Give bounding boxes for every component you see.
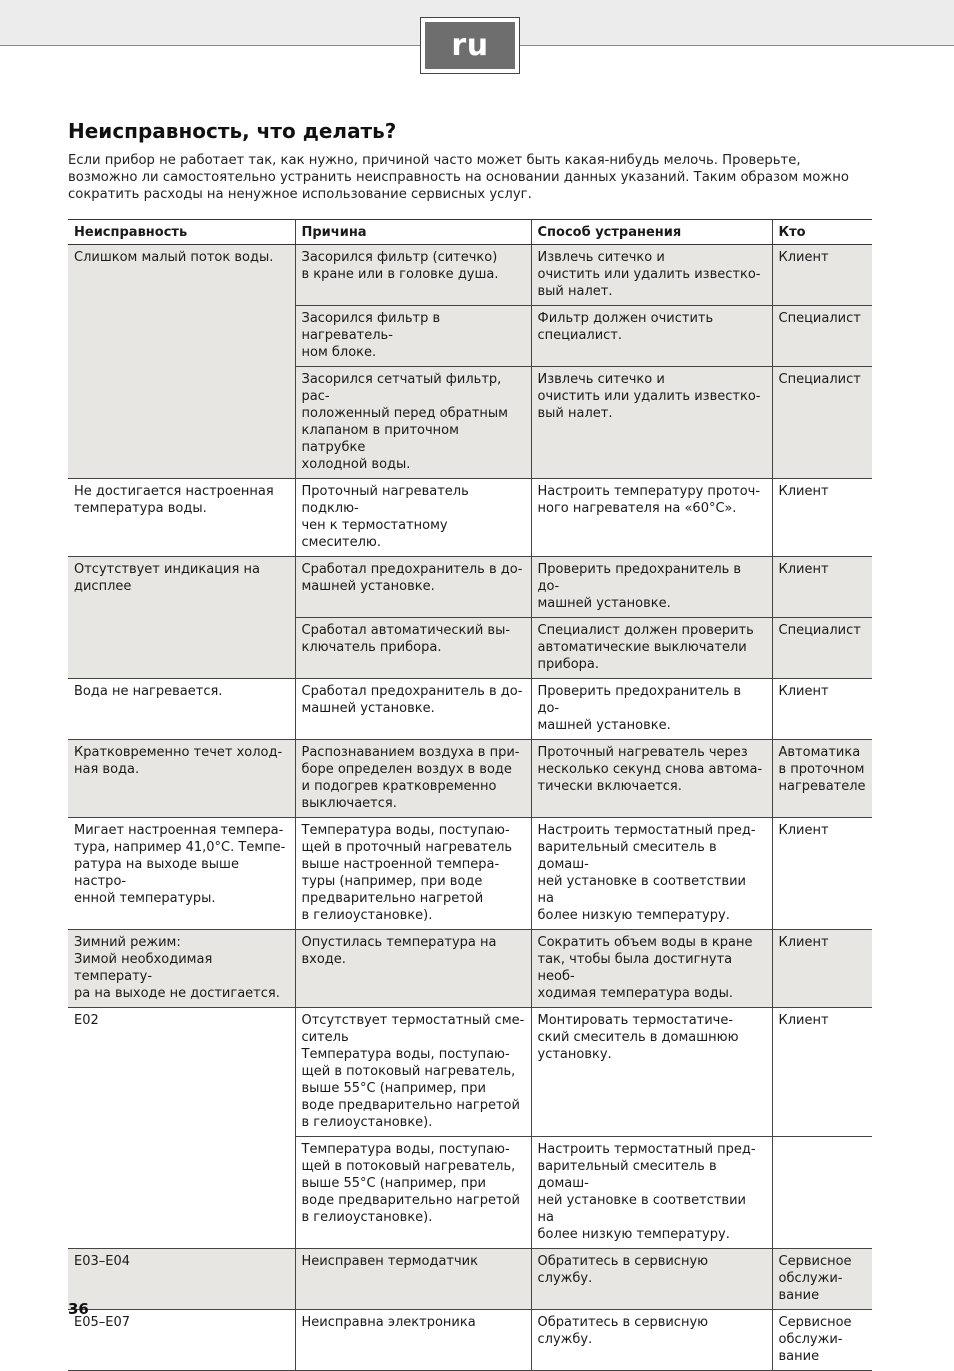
- remedy-cell: Проверить предохранитель в до- машней установке.: [531, 557, 772, 618]
- cause-cell: Температура воды, поступаю- щей в потоковый нагреватель, выше 55°C (например, при воде предварительно нагретой в гелиоустановке).: [295, 1137, 531, 1249]
- cause-cell: Опустилась температура на входе.: [295, 930, 531, 1008]
- who-cell: Автоматика в проточном нагревателе: [772, 740, 872, 818]
- who-cell: Клиент: [772, 479, 872, 557]
- remedy-cell: Извлечь ситечко и очистить или удалить известко- вый налет.: [531, 245, 772, 306]
- fault-cell: Отсутствует индикация на дисплее: [68, 557, 295, 679]
- who-cell: Специалист: [772, 618, 872, 679]
- remedy-cell: Монтировать термостатиче- ский смеситель в домашнюю установку.: [531, 1008, 772, 1137]
- table-row: [68, 679, 872, 740]
- table-row: [68, 1008, 872, 1137]
- fault-cell: Слишком малый поток воды.: [68, 245, 295, 479]
- cause-cell: Засорился фильтр в нагреватель- ном блоке.: [295, 306, 531, 367]
- table-row: [68, 740, 872, 818]
- page-number: 36: [68, 1300, 89, 1318]
- who-cell: Клиент: [772, 245, 872, 306]
- column-header-who: Кто: [772, 220, 872, 245]
- table-header-row: [68, 220, 872, 245]
- who-cell: Специалист: [772, 306, 872, 367]
- table-row: [68, 245, 872, 306]
- who-cell: Клиент: [772, 679, 872, 740]
- cause-cell: Неисправен термодатчик: [295, 1249, 531, 1310]
- table-row: [68, 1249, 872, 1310]
- remedy-cell: Настроить температуру проточ- ного нагревателя на «60°C».: [531, 479, 772, 557]
- fault-cell: Вода не нагревается.: [68, 679, 295, 740]
- cause-cell: Проточный нагреватель подклю- чен к термостатному смесителю.: [295, 479, 531, 557]
- remedy-cell: Настроить термостатный пред- варительный смеситель в домаш- ней установке в соответствии на более низкую температуру.: [531, 818, 772, 930]
- cause-cell: Отсутствует термостатный сме- ситель Температура воды, поступаю- щей в потоковый нагреватель, выше 55°C (например, при воде предварительно нагретой в гелиоустановке).: [295, 1008, 531, 1137]
- cause-cell: Засорился фильтр (ситечко) в кране или в головке душа.: [295, 245, 531, 306]
- fault-cell: Не достигается настроенная температура воды.: [68, 479, 295, 557]
- fault-cell: Кратковременно течет холод- ная вода.: [68, 740, 295, 818]
- fault-cell: Мигает настроенная темпера- тура, например 41,0°C. Темпе- ратура на выходе выше настро- енной температуры.: [68, 818, 295, 930]
- who-cell: Сервисное обслужи- вание: [772, 1249, 872, 1310]
- table-row: [68, 930, 872, 1008]
- remedy-cell: Обратитесь в сервисную службу.: [531, 1249, 772, 1310]
- remedy-cell: Настроить термостатный пред- варительный смеситель в домаш- ней установке в соответствии на более низкую температуру.: [531, 1137, 772, 1249]
- cause-cell: Температура воды, поступаю- щей в проточный нагреватель выше настроенной темпера- туры (например, при воде предварительно нагретой в гелиоустановке).: [295, 818, 531, 930]
- column-header-remedy: Способ устранения: [531, 220, 772, 245]
- table-row: [68, 557, 872, 618]
- cause-cell: Сработал предохранитель в до- машней установке.: [295, 557, 531, 618]
- who-cell: Клиент: [772, 1008, 872, 1137]
- remedy-cell: Проверить предохранитель в до- машней установке.: [531, 679, 772, 740]
- remedy-cell: Фильтр должен очистить специалист.: [531, 306, 772, 367]
- fault-cell: E02: [68, 1008, 295, 1249]
- remedy-cell: Проточный нагреватель через несколько секунд снова автома- тически включается.: [531, 740, 772, 818]
- cause-cell: Распознаванием воздуха в при- боре определен воздух в воде и подогрев кратковременно выключается.: [295, 740, 531, 818]
- who-cell: Клиент: [772, 818, 872, 930]
- remedy-cell: Извлечь ситечко и очистить или удалить известко- вый налет.: [531, 367, 772, 479]
- remedy-cell: Обратитесь в сервисную службу.: [531, 1310, 772, 1371]
- table-row: [68, 479, 872, 557]
- remedy-cell: Сократить объем воды в кране так, чтобы была достигнута необ- ходимая температура воды.: [531, 930, 772, 1008]
- troubleshooting-table: [68, 219, 872, 1371]
- intro-paragraph: Если прибор не работает так, как нужно, причиной часто может быть какая-нибудь мелочь. Проверьте, возможно ли самостоятельно устранить неисправность на основании данных указаний. Таким образом можно сократить расходы на ненужное использование сервисных услуг.: [68, 153, 849, 202]
- who-cell: Клиент: [772, 930, 872, 1008]
- who-cell: [772, 1137, 872, 1249]
- fault-cell: E03–E04: [68, 1249, 295, 1310]
- who-cell: Сервисное обслужи- вание: [772, 1310, 872, 1371]
- cause-cell: Засорился сетчатый фильтр, рас- положенный перед обратным клапаном в приточном патрубке холодной воды.: [295, 367, 531, 479]
- table-row: [68, 818, 872, 930]
- table-row: [68, 1310, 872, 1371]
- who-cell: Специалист: [772, 367, 872, 479]
- cause-cell: Неисправна электроника: [295, 1310, 531, 1371]
- language-badge: [420, 17, 520, 74]
- language-badge-label: ru: [425, 22, 515, 69]
- column-header-fault: Неисправность: [68, 220, 295, 245]
- fault-cell: Зимний режим: Зимой необходимая температу- ра на выходе не достигается.: [68, 930, 295, 1008]
- cause-cell: Сработал предохранитель в до- машней установке.: [295, 679, 531, 740]
- remedy-cell: Специалист должен проверить автоматические выключатели прибора.: [531, 618, 772, 679]
- column-header-cause: Причина: [295, 220, 531, 245]
- cause-cell: Сработал автоматический вы- ключатель прибора.: [295, 618, 531, 679]
- who-cell: Клиент: [772, 557, 872, 618]
- fault-cell: E05–E07: [68, 1310, 295, 1371]
- page-title: Неисправность, что делать?: [68, 119, 397, 143]
